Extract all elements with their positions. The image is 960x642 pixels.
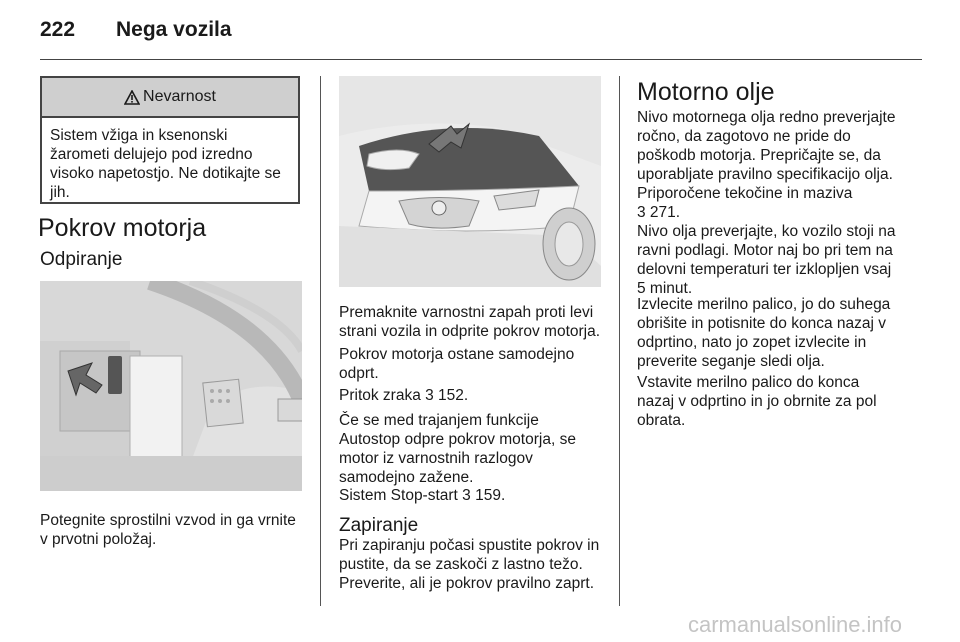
text-line: Izvlecite merilno palico, jo do suhega <box>637 296 891 313</box>
subsection-opening: Odpiranje <box>40 249 123 270</box>
text-line: obrata. <box>637 412 686 429</box>
text-line: Autostop odpre pokrov motorja, se <box>339 431 576 448</box>
text-line: ročno, da zagotovo ne pride do <box>637 128 851 145</box>
text-line: obrišite in potisnite do konca nazaj v <box>637 315 887 332</box>
cross-reference-stop-start: Sistem Stop-start 3 159. <box>339 487 506 504</box>
text-line: 5 minut. <box>637 280 693 297</box>
header-rule <box>40 59 922 60</box>
paragraph-dipstick <box>637 295 890 371</box>
caption-line: v prvotni položaj. <box>40 531 157 548</box>
text-line: Pri zapiranju počasi spustite pokrov in <box>339 537 600 554</box>
text-line: nazaj v odprtino in jo obrnite za pol <box>637 393 877 410</box>
car-hood-illustration <box>339 76 601 287</box>
text-line: delovni temperaturi ter izklopljen vsaj <box>637 261 892 278</box>
warning-line: visoko napetostjo. Ne dotikajte se <box>50 165 281 182</box>
subsection-closing: Zapiranje <box>339 515 419 536</box>
caption-lever <box>40 511 296 549</box>
paragraph-oil-check <box>637 108 895 222</box>
text-line: Preverite, ali je pokrov pravilno zaprt. <box>339 575 595 592</box>
warning-title: Nevarnost <box>143 88 216 105</box>
column-divider-left <box>320 76 321 606</box>
text-line: Premaknite varnostni zapah proti levi <box>339 304 594 321</box>
paragraph-open-hood <box>339 303 600 341</box>
text-line: Nivo motornega olja redno preverjajte <box>637 109 896 126</box>
column-divider-right <box>619 76 620 606</box>
text-line: 3 271. <box>637 204 681 221</box>
paragraph-hood-stays-open <box>339 345 574 383</box>
text-line: motor iz varnostnih razlogov <box>339 450 533 467</box>
page-number: 222 <box>40 18 76 41</box>
warning-header <box>42 78 298 118</box>
caption-line: Potegnite sprostilni vzvod in ga vrnite <box>40 512 296 529</box>
text-line: odprt. <box>339 365 379 382</box>
text-line: poškodb motorja. Prepričajte se, da <box>637 147 881 164</box>
hood-release-lever-illustration <box>40 281 302 491</box>
text-line: strani vozila in odprite pokrov motorja. <box>339 323 601 340</box>
chapter-title: Nega vozila <box>116 18 232 41</box>
paragraph-autostop <box>339 411 576 487</box>
text-line: pustite, da se zaskoči z lastno težo. <box>339 556 583 573</box>
text-line: preverite seganje sledi olja. <box>637 353 825 370</box>
text-line: Priporočene tekočine in maziva <box>637 185 853 202</box>
cross-reference-air-intake: Pritok zraka 3 152. <box>339 387 469 404</box>
text-line: Če se med trajanjem funkcije <box>339 412 539 429</box>
warning-line: Sistem vžiga in ksenonski <box>50 127 228 144</box>
section-title: Pokrov motorja <box>38 214 207 242</box>
paragraph-level-conditions <box>637 222 895 298</box>
warning-triangle-icon <box>124 90 140 105</box>
warning-text <box>42 118 298 202</box>
warning-line: žarometi delujejo pod izredno <box>50 146 253 163</box>
watermark: carmanualsonline.info <box>688 612 903 637</box>
paragraph-reinsert-dipstick <box>637 373 877 430</box>
paragraph-closing <box>339 536 599 593</box>
text-line: samodejno zažene. <box>339 469 474 486</box>
text-line: uporabljate pravilno specifikacijo olja. <box>637 166 893 183</box>
text-line: Pokrov motorja ostane samodejno <box>339 346 575 363</box>
text-line: Nivo olja preverjajte, ko vozilo stoji na <box>637 223 896 240</box>
text-line: Vstavite merilno palico do konca <box>637 374 860 391</box>
warning-line: jih. <box>50 184 70 201</box>
engine-oil-title: Motorno olje <box>637 78 775 106</box>
text-line: odprtino, nato jo zopet izvlecite in <box>637 334 867 351</box>
text-line: ravni podlagi. Motor naj bo pri tem na <box>637 242 893 259</box>
danger-warning-box <box>40 76 300 204</box>
